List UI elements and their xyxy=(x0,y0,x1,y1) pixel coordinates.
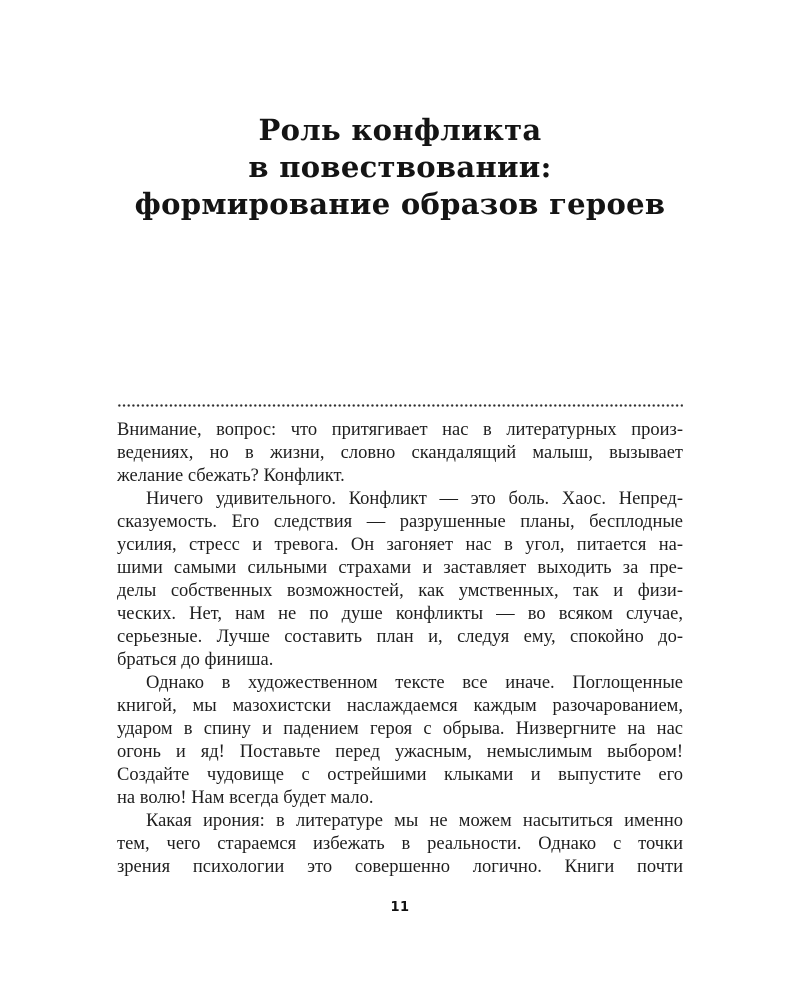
chapter-title-line: формирование образов героев xyxy=(134,187,666,221)
paragraph xyxy=(117,810,683,879)
body-line: ческих. Нет, нам не по душе конфликты — во всяком случае, xyxy=(117,604,683,624)
body-line: усилия, стресс и тревога. Он загоняет нас в угол, питается на- xyxy=(117,535,683,555)
body-line: ударом в спину и падением героя с обрыва. Низвергните на нас xyxy=(117,719,683,739)
body-text xyxy=(117,419,683,879)
paragraph xyxy=(117,488,683,672)
body-line: Однако в художественном тексте все иначе. Поглощенные xyxy=(146,673,683,693)
chapter-title xyxy=(117,0,683,223)
page-number: 11 xyxy=(390,900,410,915)
body-line: огонь и яд! Поставьте перед ужасным, немыслимым выбором! xyxy=(117,742,683,762)
body-line: Внимание, вопрос: что притягивает нас в литературных произ- xyxy=(117,420,683,440)
chapter-title-line: Роль конфликта xyxy=(258,113,542,147)
body-line: зрения психологии это совершенно логично. Книги почти xyxy=(117,857,683,877)
body-line: Ничего удивительного. Конфликт — это боль. Хаос. Непред- xyxy=(146,489,683,509)
chapter-title-line: в повествовании: xyxy=(248,150,552,184)
body-line: на волю! Нам всегда будет мало. xyxy=(117,788,374,808)
text-column xyxy=(117,0,683,915)
body-line: ведениях, но в жизни, словно скандалящий малыш, вызывает xyxy=(117,443,683,463)
paragraph xyxy=(117,672,683,810)
body-line: желание сбежать? Конфликт. xyxy=(117,466,345,486)
body-line: браться до финиша. xyxy=(117,650,274,670)
body-line: сказуемость. Его следствия — разрушенные планы, бесплодные xyxy=(117,512,683,532)
body-line: книгой, мы мазохистски наслаждаемся каждым разочарованием, xyxy=(117,696,683,716)
body-line: тем, чего стараемся избежать в реальности. Однако с точки xyxy=(117,834,683,854)
body-line: Создайте чудовище с острейшими клыками и выпустите его xyxy=(117,765,683,785)
body-line: делы собственных возможностей, как умственных, так и физи- xyxy=(117,581,683,601)
body-line: Какая ирония: в литературе мы не можем насытиться именно xyxy=(146,811,683,831)
dotted-separator xyxy=(117,404,683,407)
paragraph xyxy=(117,419,683,488)
body-line: шими самыми сильными страхами и заставляет выходить за пре- xyxy=(117,558,683,578)
body-line: серьезные. Лучше составить план и, следуя ему, спокойно до- xyxy=(117,627,683,647)
